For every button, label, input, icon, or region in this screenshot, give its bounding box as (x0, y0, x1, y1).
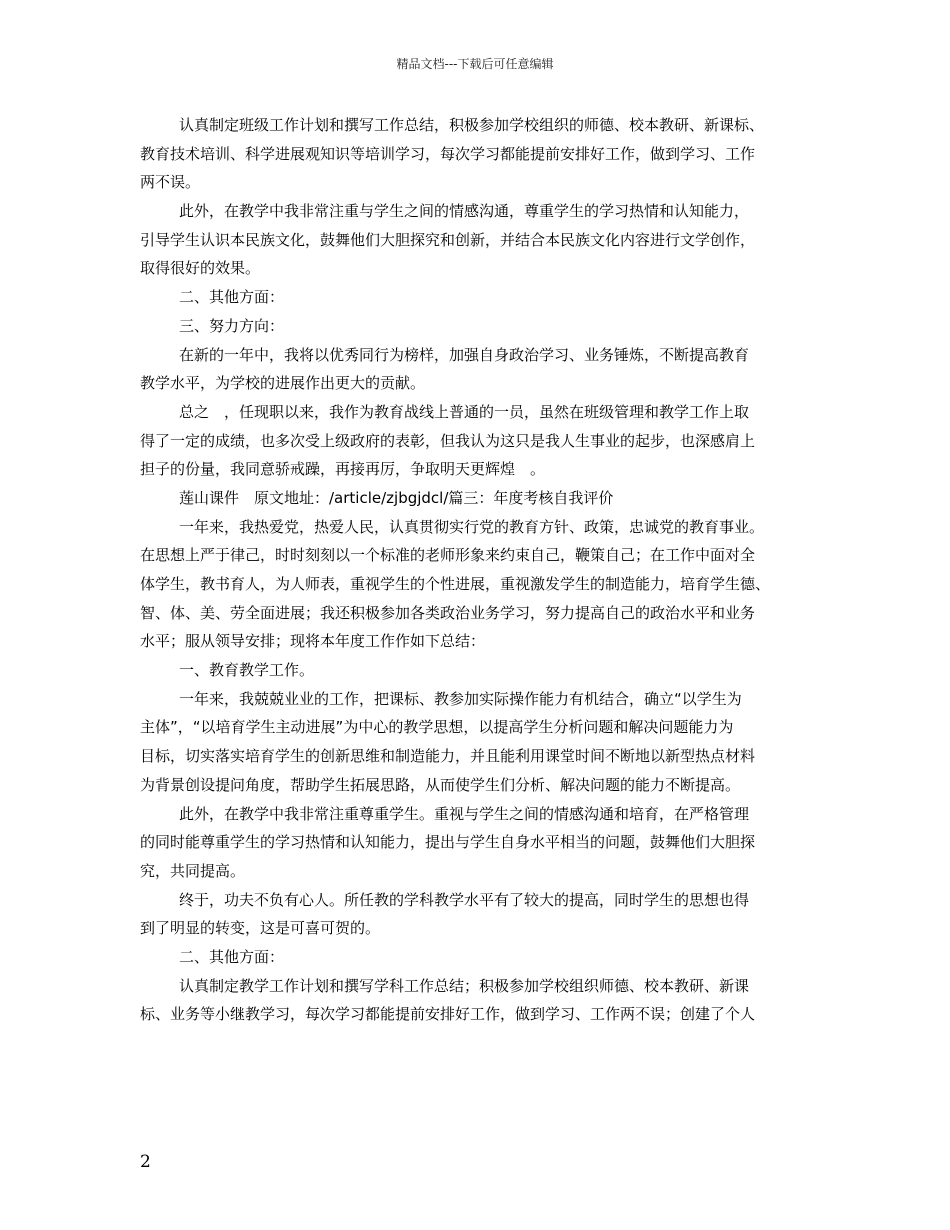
text-line: 认真制定教学工作计划和撰写学科工作总结；积极参加学校组织师德、校本教研、新课 (179, 976, 750, 995)
text-line: 水平；服从领导安排；现将本年度工作作如下总结： (140, 632, 486, 651)
text-line: 两不误。 (140, 173, 201, 192)
text-line: 此外，在教学中我非常注重与学生之间的情感沟通，尊重学生的学习热情和认知能力， (179, 202, 750, 221)
text-line: 得了一定的成绩，也多次受上级政府的表彰，但我认为这只是我人生事业的起步，也深感肩上 (140, 431, 756, 450)
text-line: 教育技术培训、科学进展观知识等培训学习，每次学习都能提前安排好工作，做到学习、工作 (140, 144, 756, 163)
text-line: 此外，在教学中我非常注重尊重学生。重视与学生之间的情感沟通和培育，在严格管理 (179, 804, 750, 823)
text-line: 二、其他方面： (179, 288, 285, 307)
text-line: 取得很好的效果。 (140, 259, 261, 278)
text-line: 主体”，“以培育学生主动进展”为中心的教学思想，以提高学生分析问题和解决问题能力为 (140, 718, 734, 737)
text-line: 教学水平，为学校的进展作出更大的贡献。 (140, 374, 426, 393)
text-line: 在思想上严于律己，时时刻刻以一个标准的老师形象来约束自己，鞭策自己；在工作中面对全 (140, 546, 756, 565)
text-line: 到了明显的转变，这是可喜可贺的。 (140, 919, 381, 938)
text-line: 标、业务等小继教学习，每次学习都能提前安排好工作，做到学习、工作两不误；创建了个人 (140, 1005, 756, 1024)
text-line: 三、努力方向： (179, 316, 285, 335)
text-line: 为背景创设提问角度，帮助学生拓展思路，从而使学生们分析、解决问题的能力不断提高。 (140, 775, 741, 794)
text-line: 莲山课件 原文地址：/article/zjbgjdcl/篇三：年度考核自我评价 (179, 488, 614, 507)
document-body (140, 111, 820, 1029)
text-line: 究，共同提高。 (140, 861, 246, 880)
text-line: 在新的一年中，我将以优秀同行为榜样，加强自身政治学习、业务锤炼，不断提高教育 (179, 345, 750, 364)
page-header: 精品文档---下载后可任意编辑 (396, 57, 554, 71)
text-line: 终于，功夫不负有心人。所任教的学科教学水平有了较大的提高，同时学生的思想也得 (179, 890, 750, 909)
text-line: 一、教育教学工作。 (179, 661, 315, 680)
text-line: 的同时能尊重学生的学习热情和认知能力，提出与学生自身水平相当的问题，鼓舞他们大胆探 (140, 833, 756, 852)
page-number: 2 (140, 1152, 151, 1172)
text-line: 二、其他方面： (179, 947, 285, 966)
text-line: 一年来，我兢兢业业的工作，把课标、教参加实际操作能力有机结合，确立“以学生为 (179, 689, 742, 708)
text-line: 引导学生认识本民族文化，鼓舞他们大胆探究和创新，并结合本民族文化内容进行文学创作， (140, 230, 756, 249)
text-line: 一年来，我热爱党，热爱人民，认真贯彻实行党的教育方针、政策，忠诚党的教育事业。 (179, 517, 765, 536)
text-line: 总之 ，任现职以来，我作为教育战线上普通的一员，虽然在班级管理和教学工作上取 (179, 402, 750, 421)
text-line: 认真制定班级工作计划和撰写工作总结，积极参加学校组织的师德、校本教研、新课标、 (179, 116, 765, 134)
text-line: 目标，切实落实培育学生的创新思维和制造能力，并且能利用课堂时间不断地以新型热点材料 (140, 747, 756, 766)
text-line: 智、体、美、劳全面进展；我还积极参加各类政治业务学习，努力提高自己的政治水平和业务 (140, 603, 756, 622)
text-line: 担子的份量，我同意骄戒躁，再接再厉，争取明天更辉煌 。 (140, 460, 546, 479)
text-line: 体学生，教书育人，为人师表，重视学生的个性进展，重视激发学生的制造能力，培育学生德、 (140, 575, 771, 593)
